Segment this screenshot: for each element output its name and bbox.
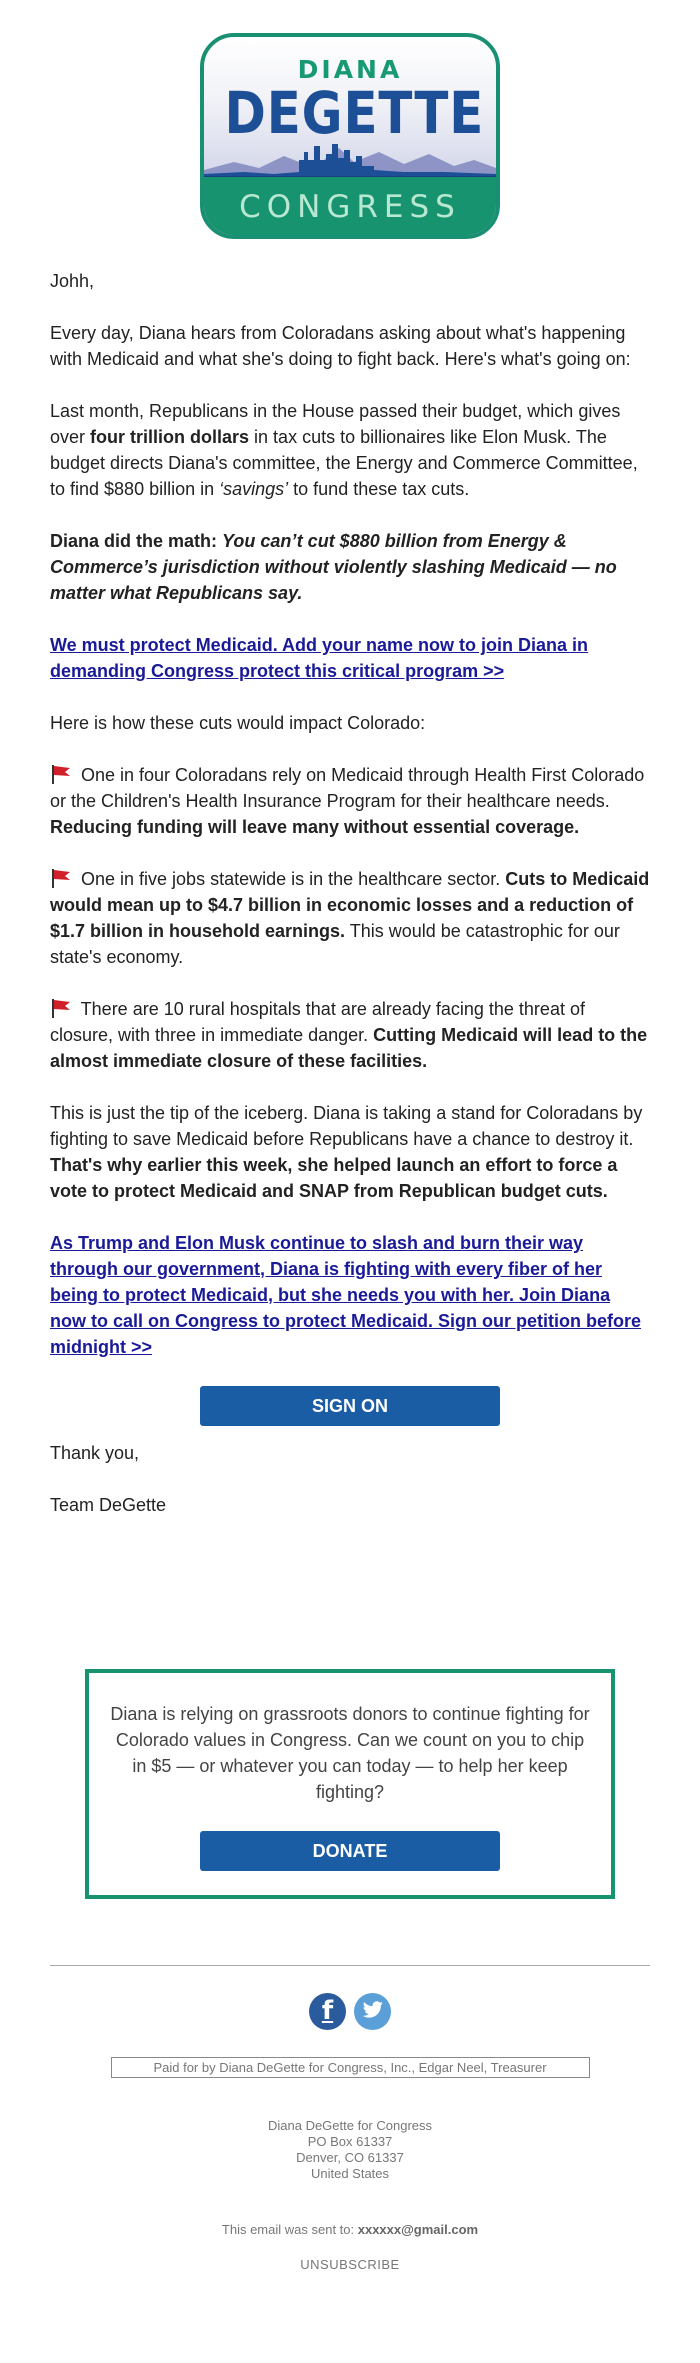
impact-item-jobs [50, 866, 650, 970]
paragraph-link-2 [50, 1230, 650, 1360]
paragraph-impact-intro: Here is how these cuts would impact Colorado: [50, 713, 426, 733]
impact-item-medicaid [50, 762, 650, 840]
mailing-address [50, 2118, 650, 2182]
address-line: United States [310, 2166, 390, 2181]
donate-button[interactable]: DONATE [200, 1831, 500, 1871]
unsubscribe-link[interactable]: UNSUBSCRIBE [300, 2257, 400, 2272]
mountain-skyline-graphic [204, 142, 496, 182]
bold-text: four trillion dollars [90, 427, 250, 447]
paragraph-intro: Every day, Diana hears from Coloradans asking about what's happening with Medicaid and what she's doing to fight back. Here's what's going on: [50, 323, 631, 369]
logo-first-name: DIANA [297, 55, 403, 84]
text: This would be catastrophic for our state's economy. [50, 921, 620, 967]
paragraph-iceberg [50, 1100, 650, 1204]
text: This is just the tip of the iceberg. Diana is taking a stand for Coloradans by fighting to save Medicaid before Republicans have a chance to destroy it. [50, 1103, 643, 1149]
bold-text: Diana did the math: [50, 531, 223, 551]
closing-thanks: Thank you, [50, 1443, 140, 1463]
text: in tax cuts to billionaires like Elon Musk. The budget directs Diana's committee, the Energy and Commerce Committee, to find $880 billion in [50, 427, 638, 499]
bold-text: That's why earlier this week, she helped launch an effort to force a vote to protect Medicaid and SNAP from Republican budget cuts. [50, 1155, 618, 1201]
text: One in four Coloradans rely on Medicaid through Health First Colorado or the Children's Health Insurance Program for their healthcare needs. [50, 765, 645, 811]
red-flag-icon [50, 998, 72, 1018]
donate-appeal-text: Diana is relying on grassroots donors to continue fighting for Colorado values in Congress. Can we count on you to chip in $5 — or whatever you can today — to help her keep fighting? [110, 1704, 590, 1802]
social-links [50, 1993, 650, 2033]
campaign-logo [200, 33, 500, 239]
sign-on-button[interactable]: SIGN ON [200, 1386, 500, 1426]
logo-congress-text: CONGRESS [239, 189, 461, 225]
bold-italic-text: You can’t cut $880 billion from Energy & Commerce’s jurisdiction without violently slashing Medicaid — no matter what Republicans say. [50, 531, 617, 603]
logo-last-name: DEGETTE [224, 79, 485, 147]
bold-text: Cutting Medicaid will lead to the almost immediate closure of these facilities. [50, 1025, 648, 1071]
signature: Team DeGette [50, 1495, 167, 1515]
paragraph-budget [50, 398, 650, 502]
paragraph-math [50, 528, 650, 606]
greeting: Johh, [50, 271, 95, 291]
sign-petition-link[interactable]: As Trump and Elon Musk continue to slash and burn their way through our government, Diana is fighting with every fiber of her being to protect Medicaid, but she needs you with her. Join Diana now to call on Congress to protect Medicaid. Sign our petition before midnight >> [50, 1233, 642, 1357]
bold-text: Cuts to Medicaid would mean up to $4.7 billion in economic losses and a reduction of $1.7 billion in household earnings. [50, 869, 650, 941]
donate-panel [85, 1669, 615, 1899]
protect-medicaid-link[interactable]: We must protect Medicaid. Add your name now to join Diana in demanding Congress protect this critical program >> [50, 635, 589, 681]
text: There are 10 rural hospitals that are already facing the threat of closure, with three in immediate danger. [50, 999, 585, 1045]
address-line: Denver, CO 61337 [296, 2150, 404, 2165]
red-flag-icon [50, 764, 72, 784]
twitter-icon[interactable] [354, 1993, 391, 2030]
facebook-icon[interactable]: f [309, 1993, 346, 2030]
address-line: PO Box 61337 [307, 2134, 393, 2149]
red-flag-icon [50, 868, 72, 888]
impact-item-hospitals [50, 996, 650, 1074]
paid-for-disclaimer: Paid for by Diana DeGette for Congress, Inc., Edgar Neel, Treasurer [111, 2057, 590, 2078]
sent-to-notice [50, 2222, 650, 2237]
footer-divider [50, 1965, 650, 1966]
italic-text: ‘savings’ [219, 479, 289, 499]
paragraph-link-1 [50, 632, 650, 684]
text: Last month, Republicans in the House passed their budget, which gives over [50, 401, 621, 447]
recipient-email: xxxxxx@gmail.com [357, 2222, 479, 2237]
sent-to-label: This email was sent to: [221, 2222, 358, 2237]
email-body [50, 268, 650, 1518]
address-line: Diana DeGette for Congress [267, 2118, 433, 2133]
text: to fund these tax cuts. [288, 479, 470, 499]
text: One in five jobs statewide is in the healthcare sector. [76, 869, 506, 889]
bold-text: Reducing funding will leave many without essential coverage. [50, 817, 580, 837]
